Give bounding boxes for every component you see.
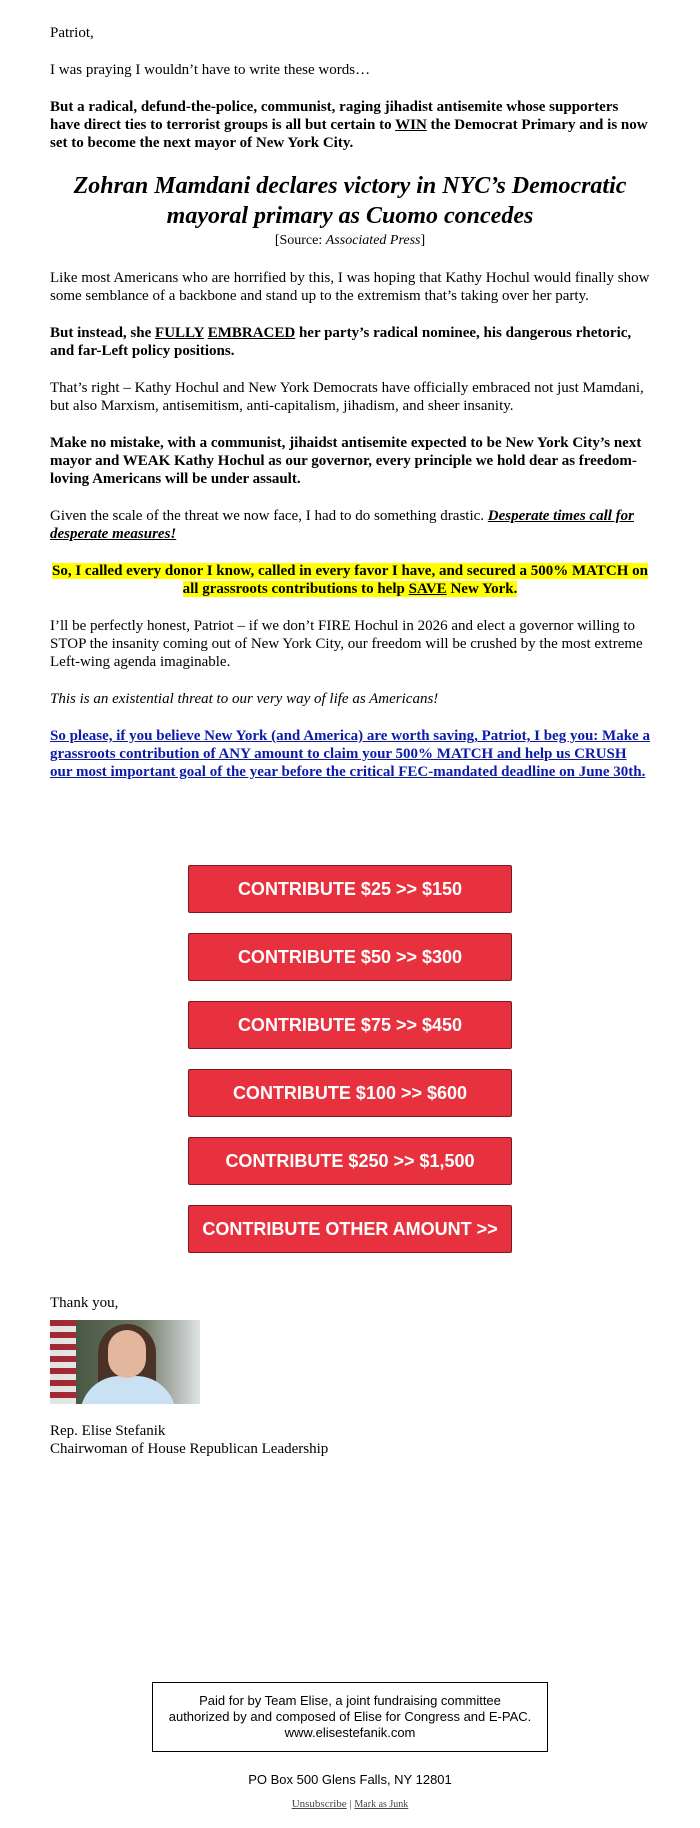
- match-callout: So, I called every donor I know, called in every favor I have, and secured a 500% MATCH on all grassroots contributions to help SAVE New York.: [52, 563, 648, 597]
- contribution-buttons: [188, 865, 512, 1273]
- mailing-address: PO Box 500 Glens Falls, NY 12801: [248, 1772, 452, 1787]
- thank-you: Thank you,: [50, 1295, 119, 1311]
- embraced-paragraph: But instead, she FULLY EMBRACED her party’s radical nominee, his dangerous rhetoric, and far-Left policy positions.: [50, 325, 632, 359]
- source-name: Associated Press: [325, 233, 421, 248]
- contribute-link[interactable]: So please, if you believe New York (and America) are worth saving, Patriot, I beg you: Make a grassroots contribution of ANY amount to claim your 500% MATCH and help us CRUSH our most important goal of the year before the critical FEC-mandated deadline on June 30th.: [50, 728, 650, 780]
- news-headline: Zohran Mamdani declares victory in NYC’s Democratic mayoral primary as Cuomo concedes: [73, 173, 627, 229]
- make-no-mistake-paragraph: Make no mistake, with a communist, jihaidst antisemite expected to be New York City’s next mayor and WEAK Kathy Hochul as our governor, every principle we hold dear as freedom-loving Americans will be under assault.: [50, 435, 642, 487]
- unsubscribe-bar: Unsubscribe | Mark as Junk: [291, 1798, 409, 1810]
- greeting: Patriot,: [50, 25, 94, 41]
- hochul-paragraph: Like most Americans who are horrified by this, I was hoping that Kathy Hochul would finally show some semblance of a backbone and stand up to the extremism that’s taking over her party.: [50, 270, 650, 304]
- desperate-measures-emphasis: Desperate times call for desperate measures!: [50, 508, 635, 542]
- contribute-250-button[interactable]: CONTRIBUTE $250 >> $1,500: [188, 1137, 512, 1185]
- contribution-ask: [50, 727, 650, 781]
- existential-threat-paragraph: This is an existential threat to our very way of life as Americans!: [50, 691, 439, 707]
- contribute-100-button[interactable]: CONTRIBUTE $100 >> $600: [188, 1069, 512, 1117]
- save-emphasis: SAVE: [408, 581, 447, 597]
- embraced-emphasis: EMBRACED: [207, 325, 296, 341]
- headline-source: [Source: Associated Press]: [274, 233, 426, 248]
- signer-name: Rep. Elise Stefanik: [50, 1423, 166, 1439]
- fully-emphasis: FULLY: [155, 325, 204, 341]
- honest-paragraph: I’ll be perfectly honest, Patriot – if we don’t FIRE Hochul in 2026 and elect a governor willing to STOP the insanity coming out of New York City, our freedom will be crushed by the most extreme Left-wing agenda imaginable.: [50, 618, 643, 670]
- signer-photo: [50, 1320, 200, 1404]
- contribute-25-button[interactable]: CONTRIBUTE $25 >> $150: [188, 865, 512, 913]
- signature-block: [50, 1294, 650, 1458]
- intro-paragraph: I was praying I wouldn’t have to write these words…: [50, 62, 371, 78]
- signer-title: Chairwoman of House Republican Leadership: [50, 1441, 329, 1457]
- contribute-other-button[interactable]: CONTRIBUTE OTHER AMOUNT >>: [188, 1205, 512, 1253]
- letter-body: [50, 24, 650, 800]
- contribute-75-button[interactable]: CONTRIBUTE $75 >> $450: [188, 1001, 512, 1049]
- mark-as-junk-link[interactable]: Mark as Junk: [354, 1799, 409, 1810]
- contribute-50-button[interactable]: CONTRIBUTE $50 >> $300: [188, 933, 512, 981]
- unsubscribe-link[interactable]: Unsubscribe: [291, 1798, 347, 1810]
- flag-graphic: [50, 1320, 76, 1404]
- win-emphasis: WIN: [395, 117, 427, 133]
- warning-paragraph: But a radical, defund-the-police, communist, raging jihadist antisemite whose supporters have direct ties to terrorist groups is all but certain to WIN the Democrat Primary and is now set to become the next mayor of New York City.: [50, 99, 648, 151]
- thats-right-paragraph: That’s right – Kathy Hochul and New York Democrats have officially embraced not just Mamdani, but also Marxism, antisemitism, anti-capitalism, jihadism, and sheer insanity.: [50, 380, 644, 414]
- drastic-paragraph: Given the scale of the threat we now face, I had to do something drastic. Desperate times call for desperate measures!: [50, 508, 635, 542]
- paid-for-disclaimer: Paid for by Team Elise, a joint fundraising committee authorized by and composed of Elise for Congress and E-PAC. www.elisestefanik.com: [152, 1682, 548, 1752]
